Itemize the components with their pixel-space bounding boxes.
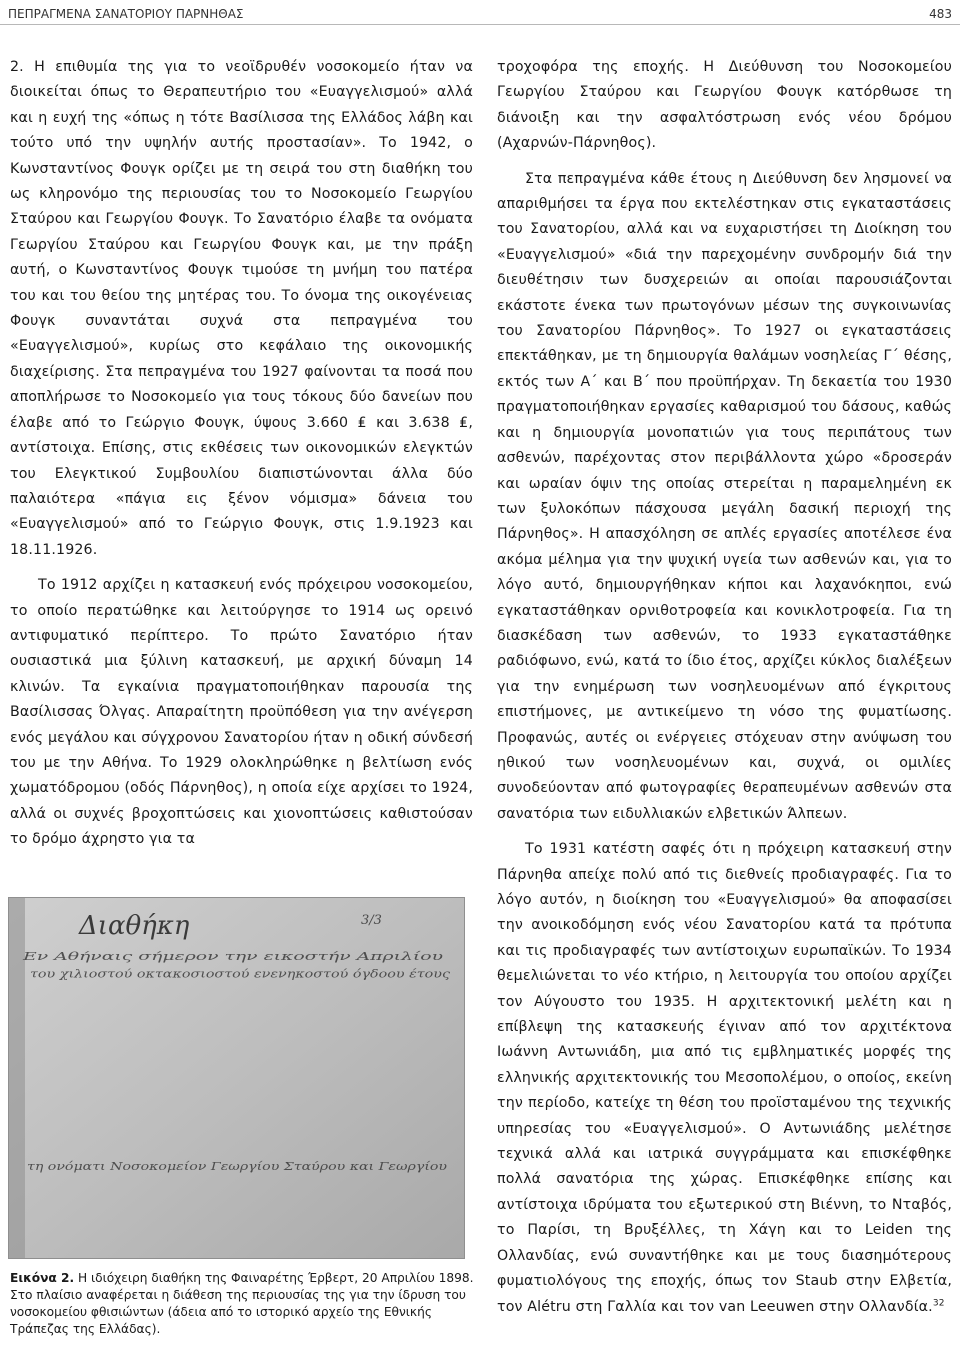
right-paragraph-1: τροχοφόρα της εποχής. Η Διεύθυνση του Νοσοκομείου Γεωργίου Σταύρου και Γεωργίου Φουγκ κατόρθωσε τη διάνοιξη και την ασφαλτόστρωση ενός νέου δρόμου (Αχαρνών-Πάρνηθος). bbox=[497, 59, 952, 152]
page-number: 483 bbox=[929, 7, 952, 21]
left-paragraph-2: Το 1912 αρχίζει η κατασκευή ενός πρόχειρου νοσοκομείου, το οποίο περατώθηκε και λειτούργησε το 1914 ως ορεινό αντιφυματικό περίπτερο. Το πρώτο Σανατόριο ήταν ουσιαστικά μια ξύλινη κατασκευή, με αρχική δύναμη 14 κλινών. Τα εγκαίνια πραγματοποιήθηκαν παρουσία της Βασίλισσας Όλγας. Απαραίτητη προϋπόθεση για την ανέγερση ενός μεγάλου και σύγχρονου Σανατορίου ήταν η οδική σύνδεσή του με την Αθήνα. Το 1929 ολοκληρώθηκε η βελτίωση ενός χωματόδρομου (οδός Πάρνηθος), η οποία είχε αρχίσει το 1924, αλλά οι συχνές βροχοπτώσεις και χιονοπτώσεις καθιστούσαν το δρόμο άχρηστο για τα bbox=[10, 577, 473, 848]
manuscript-photo bbox=[9, 898, 464, 1258]
section-title: ΠΕΠΡΑΓΜΕΝΑ ΣΑΝΑΤΟΡΙΟΥ ΠΑΡΝΗΘΑΣ bbox=[8, 7, 244, 21]
right-column bbox=[497, 55, 952, 1326]
handwritten-will-image bbox=[8, 897, 465, 1259]
corner-mark: 3/3 bbox=[361, 913, 382, 928]
handwritten-line: τη ονόματι Νοσοκομείον Γεωργίου Σταύρου και Γεωργίου bbox=[27, 1159, 448, 1173]
will-heading: Διαθήκη bbox=[79, 911, 190, 941]
right-paragraph-3-text: Το 1931 κατέστη σαφές ότι η πρόχειρη κατασκευή στην Πάρνηθα απείχε πολύ από τις διεθνείς προδιαγραφές. Για το λόγο αυτόν, η διοίκηση του «Ευαγγελισμού» θα αποφασίσει την ανοικοδόμηση ενός νέου Σανατορίου κατά τα πρότυπα και τις προδιαγραφές των αντίστοιχων ευρωπαϊκών. Το 1934 θεμελιώνεται το νέο κτήριο, η λειτουργία του οποίου αρχίζει τον Αύγουστο του 1935. Η αρχιτεκτονική μελέτη και η επίβλεψη της κατασκευής έγιναν από τον αρχιτέκτονα Ιωάννη Αντωνιάδη, μια από τις εμβληματικές μορφές της ελληνικής αρχιτεκτονικής του Μεσοπολέμου, ο οποίος, εκείνη την περίοδο, κατείχε τη θέση του προϊσταμένου της τεχνικής υπηρεσίας του «Ευαγγελισμού». Ο Αντωνιάδης μελέτησε τεχνικά αλλά και ιατρικά συγγράμματα και επισκέφθηκε πολλά σανατόρια της χώρας. Επισκέφθηκε επίσης και αντίστοιχα ιδρύματα του εξωτερικού στη Βιέννη, το Νταβός, το Παρίσι, τη Βρυξέλλες, τη Χάγη και το Leiden της Ολλανδίας, ενώ συναντήθηκε και με τους διασημότερους φυματιολόγους της εποχής, όπως τον Staub στην Ελβετία, τον Alétru στη Γαλλία και τον van Leeuwen στην Ολλανδία. bbox=[497, 841, 952, 1315]
figure-caption bbox=[10, 1270, 475, 1338]
handwritten-line: του χιλιοστού οκτακοσιοστού ενενηκοστού όγδοου έτους bbox=[30, 966, 451, 981]
running-header bbox=[0, 0, 960, 25]
caption-text: Η ιδιόχειρη διαθήκη της Φαιναρέτης Έρβερτ, 20 Απριλίου 1898. Στο πλαίσιο αναφέρεται η διάθεση της περιουσίας της για την ίδρυση του νοσοκομείου φθισιώντων (άδεια από το ιστορικό αρχείο της Εθνικής Τράπεζας της Ελλάδας). bbox=[10, 1271, 474, 1336]
handwritten-line: Εν Αθήναις σήμερον την εικοστήν Απριλίου bbox=[21, 949, 444, 963]
left-paragraph-1: 2. Η επιθυμία της για το νεοϊδρυθέν νοσοκομείο ήταν να διοικείται όπως το Θεραπευτήριο του «Ευαγγελισμού» αλλά και η ευχή της «όπως η τότε Βασίλισσα της Ελλάδος λάβη και τούτο υπό την υψηλήν αυτής προστασίαν». Το 1942, ο Κωνσταντίνος Φουγκ ορίζει με τη σειρά του στη διαθήκη του ως κληρονόμο της περιουσίας του το Νοσοκομείο Γεωργίου Σταύρου και Γεωργίου Φουγκ. Το Σανατόριο έλαβε τα ονόματα Γεωργίου Σταύρου και Γεωργίου Φουγκ και, με την πράξη αυτή, ο Κωνσταντίνος Φουγκ τιμούσε τη μνήμη του πατέρα του και του θείου της μητέρας του. Το όνομα της οικογένειας Φουγκ συναντάται συχνά στα πεπραγμένα του «Ευαγγελισμού», κυρίως στο κεφάλαιο της οικονομικής διαχείρισης. Στα πεπραγμένα του 1927 φαίνονται τα ποσά που αποπλήρωσε το Νοσοκομείο για τους τόκους δύο δανείων που έλαβε από το Γεώργιο Φουγκ, ύψους 3.660 ₤ και 3.638 ₤, αντίστοιχα. Επίσης, στις εκθέσεις των οικονομικών ελεγκτών του Ελεγκτικού Συμβουλίου διαπιστώνονται άλλα δύο παλαιότερα «πάγια εις ξένον νόμισμα» δάνεια του «Ευαγγελισμού» από το Γεώργιο Φουγκ, στις 1.9.1923 και 18.11.1926. bbox=[10, 59, 473, 558]
right-paragraph-2: Στα πεπραγμένα κάθε έτους η Διεύθυνση δεν λησμονεί να απαριθμήσει τα έργα που εκτελέστηκαν στις εγκαταστάσεις του Σανατορίου, αλλά και να ευχαριστήσει τη Διοίκηση του «Ευαγγελισμού» «διά την παρεχομένην συνδρομήν διά την διευθέτησιν των δυσχερειών αι οποίαι παρουσιάζονται εκάστοτε ένεκα των πρωτογόνων μέσων της συγκοινωνίας του Σανατορίου Πάρνηθος». Το 1927 οι εγκαταστάσεις επεκτάθηκαν, με τη δημιουργία θαλάμων νοσηλείας Γ΄ θέσης, εκτός των Α΄ και Β΄ που προϋπήρχαν. Τη δεκαετία του 1930 πραγματοποιήθηκαν εργασίες καθαρισμού του δάσους, καθώς και η δημιουργία μονοπατιών για τους περιπάτους των ασθενών, παρέχοντας στον περιβάλλοντα χώρο «δροσεράν και ωραίαν όψιν της οποίας στερείται η παραμελημένη εκ των ξυλοκόπων πάσχουσα μεγάλη δασική περιοχή της Πάρνηθος». Η απασχόληση σε απλές εργασίες αποτέλεσε ένα ακόμα μέλημα για την ψυχική υγεία των ασθενών και, για το λόγο αυτό, δημιουργήθηκαν κήποι και λαχανόκηποι, ενώ εγκαταστάθηκαν ορνιθοτροφεία και κονικλοτροφεία. Για τη διασκέδαση των ασθενών, το 1933 εγκαταστάθηκε ραδιόφωνο, ενώ, κατά το ίδιο έτος, αρχίζει κύκλος διαλέξεων για την ενημέρωση των νοσηλευομένων από έγκριτους επιστήμονες, με αντικείμενο τη νόσο της φυματίωσης. Προφανώς, αυτές οι ενέργειες στόχευαν στην ανύψωση του ηθικού των νοσηλευομένων και, συχνά, οι ομιλίες συνοδεύονταν από φωτογραφίες θεραπευμένων ασθενών στα σανατόρια των ειδυλλιακών ελβετικών Άλπεων. bbox=[497, 170, 952, 822]
footnote-reference: 32 bbox=[932, 1297, 945, 1308]
caption-label: Εικόνα 2. bbox=[10, 1271, 75, 1285]
right-paragraph-3 bbox=[497, 837, 952, 1320]
left-column bbox=[10, 55, 473, 859]
